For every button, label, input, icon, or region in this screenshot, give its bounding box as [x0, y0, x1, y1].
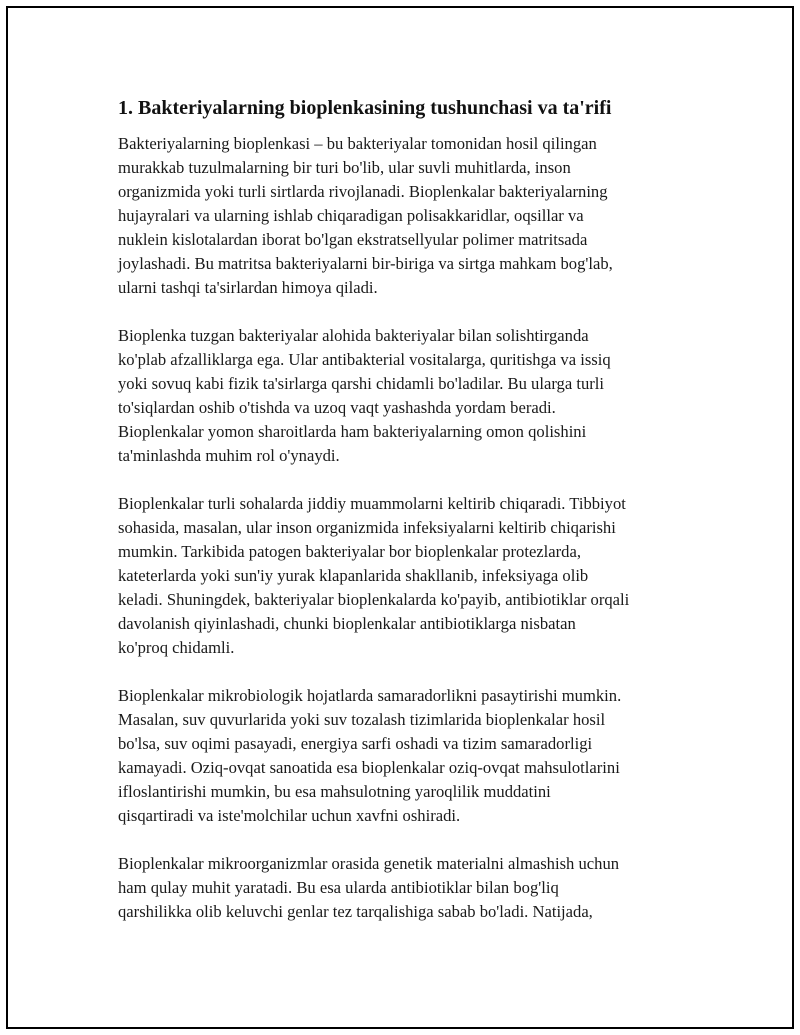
text-line: organizmida yoki turli sirtlarda rivojlanadi. Bioplenkalar bakteriyalarning [118, 182, 608, 201]
text-line: mumkin. Tarkibida patogen bakteriyalar bor bioplenkalar protezlarda, [118, 542, 581, 561]
text-line: qarshilikka olib keluvchi genlar tez tarqalishiga sabab bo'ladi. Natijada, [118, 902, 593, 921]
text-line: Bioplenkalar turli sohalarda jiddiy muammolarni keltirib chiqaradi. Tibbiyot [118, 494, 626, 513]
text-line: Bioplenka tuzgan bakteriyalar alohida bakteriyalar bilan solishtirganda [118, 326, 589, 345]
text-line: sohasida, masalan, ular inson organizmida infeksiyalarni keltirib chiqarishi [118, 518, 616, 537]
paragraph-5 [118, 852, 698, 924]
text-line: Masalan, suv quvurlarida yoki suv tozalash tizimlarida bioplenkalar hosil [118, 710, 606, 729]
text-line: joylashadi. Bu matritsa bakteriyalarni bir-biriga va sirtga mahkam bog'lab, [118, 254, 613, 273]
paragraph-2 [118, 324, 698, 468]
document-body [118, 94, 698, 948]
text-line: davolanish qiyinlashadi, chunki bioplenkalar antibiotiklarga nisbatan [118, 614, 576, 633]
paragraph-4 [118, 684, 698, 828]
text-line: bo'lsa, suv oqimi pasayadi, energiya sarfi oshadi va tizim samaradorligi [118, 734, 593, 753]
text-line: Bioplenkalar yomon sharoitlarda ham bakteriyalarning omon qolishini [118, 422, 587, 441]
text-line: kamayadi. Oziq-ovqat sanoatida esa bioplenkalar oziq-ovqat mahsulotlarini [118, 758, 620, 777]
paragraph-1 [118, 132, 698, 300]
text-line: kateterlarda yoki sun'iy yurak klapanlarida shakllanib, infeksiyaga olib [118, 566, 589, 585]
text-line: ko'plab afzalliklarga ega. Ular antibakterial vositalarga, quritishga va issiq [118, 350, 611, 369]
section-heading: 1. Bakteriyalarning bioplenkasining tushunchasi va ta'rifi [118, 97, 612, 119]
text-line: yoki sovuq kabi fizik ta'sirlarga qarshi chidamli bo'ladilar. Bu ularga turli [118, 374, 605, 393]
text-line: Bioplenkalar mikrobiologik hojatlarda samaradorlikni pasaytirishi mumkin. [118, 686, 622, 705]
text-line: ta'minlashda muhim rol o'ynaydi. [118, 446, 340, 465]
text-line: hujayralari va ularning ishlab chiqaradigan polisakkaridlar, oqsillar va [118, 206, 584, 225]
text-line: ifloslantirishi mumkin, bu esa mahsulotning yaroqlilik muddatini [118, 782, 551, 801]
text-line: ularni tashqi ta'sirlardan himoya qiladi. [118, 278, 378, 297]
text-line: qisqartiradi va iste'molchilar uchun xavfni oshiradi. [118, 806, 461, 825]
text-line: to'siqlardan oshib o'tishda va uzoq vaqt yashashda yordam beradi. [118, 398, 556, 417]
text-line: ham qulay muhit yaratadi. Bu esa ularda antibiotiklar bilan bog'liq [118, 878, 559, 897]
text-line: Bioplenkalar mikroorganizmlar orasida genetik materialni almashish uchun [118, 854, 620, 873]
text-line: nuklein kislotalardan iborat bo'lgan ekstratsellyular polimer matritsada [118, 230, 588, 249]
text-line: keladi. Shuningdek, bakteriyalar bioplenkalarda ko'payib, antibiotiklar orqali [118, 590, 630, 609]
paragraph-3 [118, 492, 698, 660]
text-line: ko'proq chidamli. [118, 638, 235, 657]
text-line: Bakteriyalarning bioplenkasi – bu bakteriyalar tomonidan hosil qilingan [118, 134, 597, 153]
text-line: murakkab tuzulmalarning bir turi bo'lib, ular suvli muhitlarda, inson [118, 158, 571, 177]
